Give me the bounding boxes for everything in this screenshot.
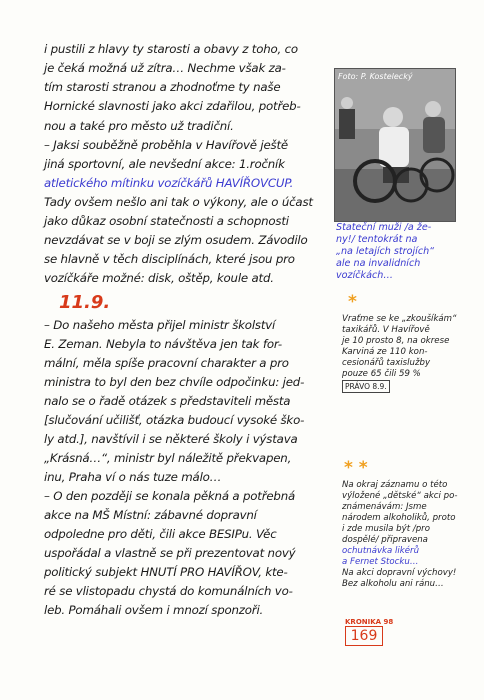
text-line: [slučování učilišť, otázka budoucí vysoké ško-: [44, 413, 305, 427]
text-line: politický subjekt HNUTÍ PRO HAVÍŘOV, kte-: [44, 565, 288, 579]
note-line: je 10 prosto 8, na okrese: [342, 336, 450, 346]
wheelchair-athletes-photo: [334, 68, 456, 222]
side-note-alcohol: [342, 480, 474, 590]
photo-credit: Foto: P. Kostelecký: [338, 72, 413, 81]
text-line: – Jaksi souběžně proběhla v Havířově ještě: [44, 138, 288, 152]
text-line: mální, měla spíše pracovní charakter a pro: [44, 356, 289, 370]
text-line: – Do našeho města přijel ministr školství: [44, 318, 276, 332]
text-line: je čeká možná už zítra… Nechme však za-: [44, 61, 286, 75]
text-line: jiná sportovní, ale nevšední akce: 1.ročník: [44, 157, 285, 171]
note-line-highlighted: ochutnávka likérů: [342, 546, 420, 556]
note-line: Bez alkoholu ani ránu…: [342, 579, 444, 589]
caption-line: ale na invalidních: [336, 258, 421, 269]
note-line: Vraťme se ke „zkoušíkám“: [342, 314, 457, 324]
caption-line: ny!/ tentokrát na: [336, 234, 418, 245]
note-line: známenávám: Jsme: [342, 502, 427, 512]
note-line: Na okraj záznamu o této: [342, 480, 448, 490]
photo-caption: [336, 222, 464, 282]
note-line: i zde musila být /pro: [342, 524, 430, 534]
text-line: ré se vlistopadu chystá do komunálních vo-: [44, 584, 293, 598]
text-line: Hornické slavnosti jako akci zdařilou, potřeb-: [44, 99, 301, 113]
text-line-highlighted: atletického mítinku vozíčkářů HAVÍŘOVCUP.: [44, 176, 294, 190]
text-line: nevzdávat se v boji se zlým osudem. Závodilo: [44, 233, 308, 247]
text-line: inu, Praha ví o nás tuze málo…: [44, 470, 222, 484]
text-line: leb. Pomáhali ovšem i mnozí sponzoři.: [44, 603, 264, 617]
text-line: tím starosti stranou a zhodnoťme ty naše: [44, 80, 281, 94]
side-note-taxi: [342, 314, 474, 393]
text-line: jako důkaz osobní statečnosti a schopnosti: [44, 214, 289, 228]
note-line: Na akci dopravní výchovy!: [342, 568, 457, 578]
source-badge: PRÁVO 8.9.: [342, 380, 390, 393]
text-line: akce na MŠ Místní: zábavné dopravní: [44, 508, 257, 522]
note-line-highlighted: a Fernet Stocku…: [342, 557, 419, 567]
text-line: se hlavně v těch disciplínách, které jsou pro: [44, 252, 295, 266]
note-line: výložené „dětské“ akci po-: [342, 491, 458, 501]
double-star-marker: * *: [344, 458, 368, 478]
text-line: Tady ovšem nešlo ani tak o výkony, ale o účast: [44, 195, 313, 209]
note-line: cesionářů taxislužby: [342, 358, 431, 368]
text-line: nou a také pro město už tradiční.: [44, 119, 234, 133]
text-line: odpoledne pro děti, čili akce BESIPu. Věc: [44, 527, 277, 541]
note-line: taxikářů. V Havířově: [342, 325, 430, 335]
note-line: Karviná ze 110 kon-: [342, 347, 428, 357]
star-marker: *: [348, 292, 357, 312]
caption-line: Stateční muži /a že-: [336, 222, 432, 233]
note-line: dospělé/ připravena: [342, 535, 428, 545]
caption-line: vozíčkách…: [336, 270, 393, 281]
text-line: „Krásná…“, ministr byl náležitě překvapen,: [44, 451, 292, 465]
photo-illustration: [335, 69, 455, 221]
date-heading: 11.9.: [59, 292, 111, 313]
text-line: nalo se o řadě otázek s představiteli města: [44, 394, 291, 408]
text-line: ly atd.], navštívil i se některé školy i výstava: [44, 432, 298, 446]
page-number: 169: [345, 626, 383, 646]
text-line: uspořádal a vlastně se při prezentovat nový: [44, 546, 296, 560]
text-line: ministra to byl den bez chvíle odpočinku: jed-: [44, 375, 305, 389]
text-line: – O den později se konala pěkná a potřebná: [44, 489, 296, 503]
text-line: i pustili z hlavy ty starosti a obavy z toho, co: [44, 42, 298, 56]
note-line: pouze 65 čili 59 %: [342, 369, 421, 379]
note-source-line: [342, 380, 474, 393]
caption-line: „na letajích strojích“: [336, 246, 435, 257]
note-line: národem alkoholiků, proto: [342, 513, 456, 523]
text-line: E. Zeman. Nebyla to návštěva jen tak for-: [44, 337, 282, 351]
chronicle-label: KRONIKA 98: [345, 618, 394, 626]
text-line: vozíčkáře možné: disk, oštěp, koule atd.: [44, 271, 274, 285]
